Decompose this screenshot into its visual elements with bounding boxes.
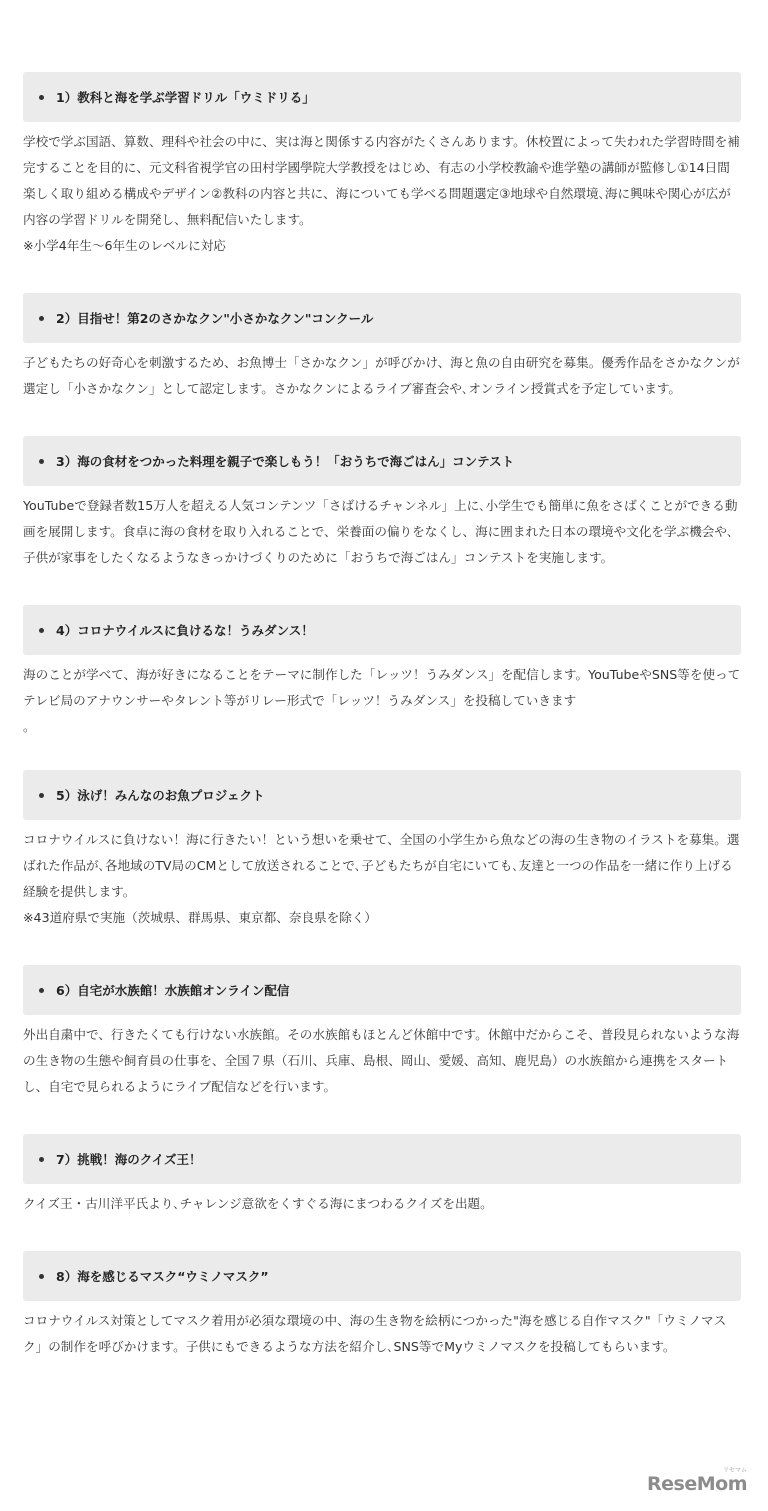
section-title: 1）教科と海を学ぶ学習ドリル「ウミドリる」 (56, 90, 315, 105)
section-2 (23, 293, 741, 402)
section-heading (23, 770, 741, 820)
paragraph: クイズ王・古川洋平氏より､チャレンジ意欲をくすぐる海にまつわるクイズを出題。 (23, 1196, 493, 1211)
section-title: 3）海の食材をつかった料理を親子で楽しもう！「おうちで海ごはん」コンテスト (56, 454, 515, 469)
paragraph: 子どもたちの好奇心を刺激するため、お魚博士「さかなクン」が呼びかけ、海と魚の自由研究を募集。優秀作品をさかなクンが選定し「小さかなクン」として認定します。さかなクンによるライブ審査会や､オンライン授賞式を予定しています。 (23, 355, 740, 396)
section-6 (23, 965, 741, 1100)
logo-text: ReseMom (647, 1473, 747, 1495)
note: ※小学4年生〜6年生のレベルに対応 (23, 238, 226, 253)
paragraph: コロナウイルス対策としてマスク着用が必須な環境の中、海の生き物を絵柄につかった"海を感じる自作マスク"「ウミノマスク」の制作を呼びかけます。子供にもできるような方法を紹介し､SNS等でMyウミノマスクを投稿してもらいます。 (23, 1313, 727, 1354)
paragraph: 学校で学ぶ国語、算数、理科や社会の中に、実は海と関係する内容がたくさんあります。休校置によって失われた学習時間を補完することを目的に、元文科省視学官の田村学國學院大学教授をはじめ、有志の小学校教諭や進学塾の講師が監修し①14日間楽しく取り組める構成やデザイン②教科の内容と共に、海についても学べる問題選定③地球や自然環境､海に興味や関心が広が内容の学習ドリルを開発し、無料配信いたします。 (23, 134, 740, 227)
note: ※43道府県で実施（茨城県、群馬県、東京都、奈良県を除く） (23, 910, 378, 925)
section-heading (23, 293, 741, 343)
section-7 (23, 1134, 741, 1217)
section-text (23, 662, 741, 740)
section-3 (23, 436, 741, 571)
section-heading (23, 1251, 741, 1301)
section-heading (23, 605, 741, 655)
bullet-icon (39, 316, 44, 321)
paragraph-trailing-mark: 。 (23, 719, 36, 734)
section-title: 5）泳げ！みんなのお魚プロジェクト (56, 788, 265, 803)
section-title: 6）自宅が水族館！水族館オンライン配信 (56, 983, 290, 998)
section-heading (23, 436, 741, 486)
section-text (23, 129, 741, 259)
bullet-icon (39, 1274, 44, 1279)
section-text (23, 1191, 741, 1217)
paragraph: コロナウイルスに負けない！海に行きたい！という想いを乗せて、全国の小学生から魚などの海の生き物のイラストを募集。選ばれた作品が､各地域のTV局のCMとして放送されることで､子どもたちが自宅にいても､友達と一つの作品を一緒に作り上げる経験を提供します。 (23, 832, 740, 899)
paragraph: 外出自粛中で、行きたくても行けない水族館。その水族館もほとんど休館中です。休館中だからこそ、普段見られないような海の生き物の生態や飼育員の仕事を、全国７県（石川、兵庫、島根、岡山、愛媛、高知、鹿児島）の水族館から連携をスタートし、自宅で見られるようにライブ配信などを行います。 (23, 1027, 740, 1094)
section-text (23, 1308, 741, 1360)
section-text (23, 827, 741, 931)
section-text (23, 350, 741, 402)
section-heading (23, 1134, 741, 1184)
section-title: 8）海を感じるマスク“ウミノマスク” (56, 1269, 269, 1284)
bullet-icon (39, 459, 44, 464)
section-1 (23, 72, 741, 259)
logo-ruby-text: リセマム (723, 1467, 747, 1474)
bullet-icon (39, 1157, 44, 1162)
section-5 (23, 770, 741, 931)
article-body (23, 72, 741, 1360)
section-text (23, 1022, 741, 1100)
section-text (23, 493, 741, 571)
section-heading (23, 965, 741, 1015)
bullet-icon (39, 988, 44, 993)
paragraph: 海のことが学べて、海が好きになることをテーマに制作した「レッツ！うみダンス」を配信します。YouTubeやSNS等を使ってテレビ局のアナウンサーやタレント等がリレー形式で「レッツ！うみダンス」を投稿していきます (23, 667, 741, 708)
bullet-icon (39, 793, 44, 798)
paragraph: YouTubeで登録者数15万人を超える人気コンテンツ「さばけるチャンネル」上に､小学生でも簡単に魚をさばくことができる動画を展開します。食卓に海の食材を取り入れることで、栄養面の偏りをなくし、海に囲まれた日本の環境や文化を学ぶ機会や､子供が家事をしたくなるようなきっかけづくりのために「おうちで海ごはん」コンテストを実施します。 (23, 498, 738, 565)
resemom-logo (647, 1467, 747, 1495)
section-title: 4）コロナウイルスに負けるな！うみダンス！ (56, 623, 314, 638)
section-8 (23, 1251, 741, 1360)
section-4 (23, 605, 741, 740)
section-title: 2）目指せ！第2のさかなクン"小さかなクン"コンクール (56, 311, 374, 326)
bullet-icon (39, 628, 44, 633)
section-title: 7）挑戦！海のクイズ王！ (56, 1152, 202, 1167)
bullet-icon (39, 95, 44, 100)
section-heading (23, 72, 741, 122)
